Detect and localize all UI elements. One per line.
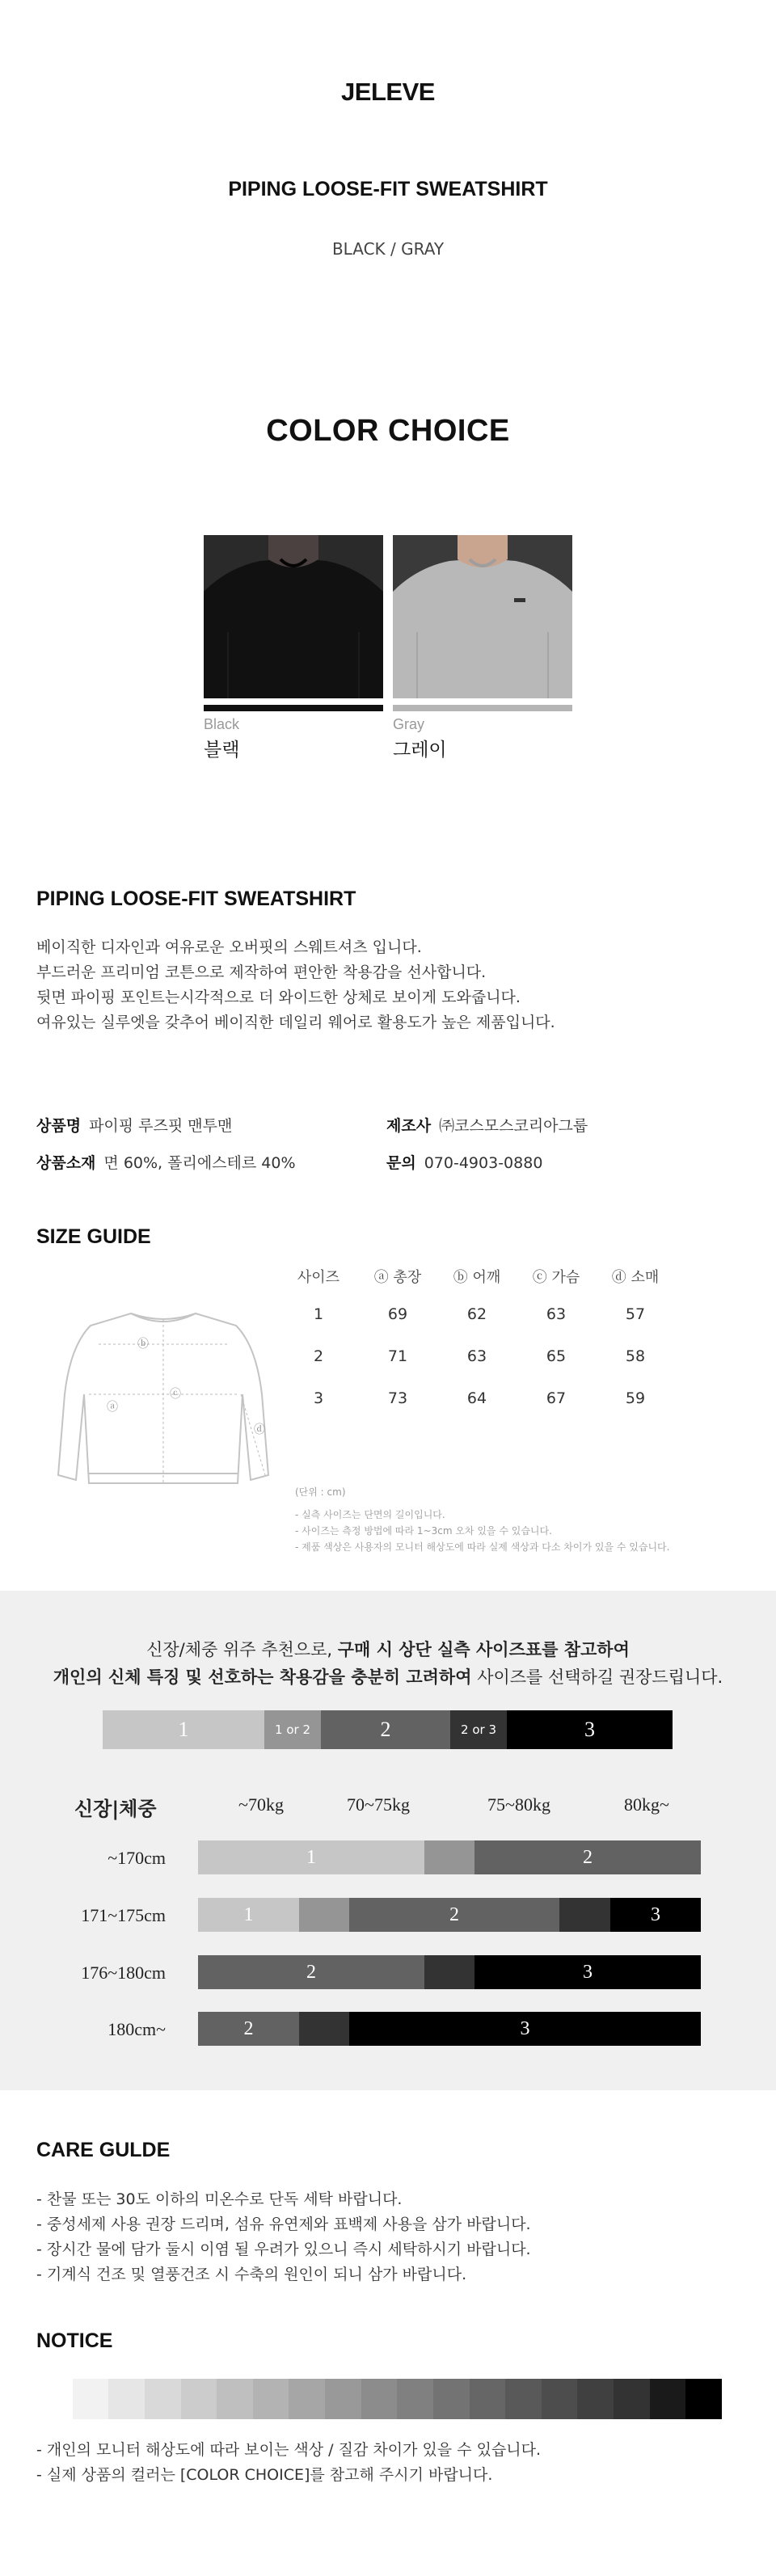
spec-label: 제조사 bbox=[386, 1117, 432, 1135]
diagram-label-d: ⓓ bbox=[254, 1423, 265, 1436]
size-recommend-section bbox=[0, 1591, 776, 2090]
recommend-cell: 3 bbox=[349, 2012, 701, 2046]
description-line: 부드러운 프리미엄 코튼으로 제작하여 편안한 착용감을 선사합니다. bbox=[36, 963, 487, 981]
weight-header: 75~80kg bbox=[487, 1794, 550, 1815]
gradient-step bbox=[325, 2379, 361, 2419]
recommend-line1-bold: 구매 시 상단 실측 사이즈표를 참고하여 bbox=[337, 1640, 630, 1659]
gray-sweatshirt-photo bbox=[393, 535, 572, 698]
size-table-row bbox=[279, 1293, 675, 1335]
care-line: - 중성세제 사용 권장 드리며, 섬유 유연제와 표백제 사용을 삼가 바랍니다. bbox=[36, 2216, 531, 2233]
size-cell: 69 bbox=[387, 1305, 408, 1323]
size-cell: 57 bbox=[625, 1305, 646, 1323]
product-title: PIPING LOOSE-FIT SWEATSHIRT bbox=[228, 178, 548, 200]
size-notes bbox=[295, 1484, 669, 1555]
recommend-cell: 2 bbox=[198, 1955, 424, 1989]
gradient-step bbox=[361, 2379, 398, 2419]
gradient-step bbox=[253, 2379, 289, 2419]
spec-value: 070-4903-0880 bbox=[424, 1154, 543, 1172]
height-label: 180cm~ bbox=[108, 2019, 166, 2039]
description-title: PIPING LOOSE-FIT SWEATSHIRT bbox=[36, 887, 356, 910]
gradient-step bbox=[73, 2379, 109, 2419]
spec-value: 면 60%, 폴리에스테르 40% bbox=[103, 1154, 296, 1172]
swatch-gray-en: Gray bbox=[393, 716, 425, 732]
height-label: 176~180cm bbox=[81, 1963, 166, 1983]
size-cell: 58 bbox=[625, 1347, 646, 1365]
size-cell: 67 bbox=[546, 1389, 567, 1407]
gradient-step bbox=[542, 2379, 578, 2419]
chart-header-label: 신장|체중 bbox=[74, 1798, 157, 1820]
recommend-cell-transition bbox=[424, 1955, 474, 1989]
size-table bbox=[279, 1259, 675, 1419]
gradient-step bbox=[470, 2379, 506, 2419]
size-note-line: - 제품 색상은 사용자의 모니터 해상도에 따라 실제 색상과 다소 차이가 있을 수 있습니다. bbox=[295, 1541, 670, 1553]
recommend-cell-transition bbox=[299, 1898, 349, 1932]
description-line: 여유있는 실루엣을 갖추어 베이직한 데일리 웨어로 활용도가 높은 제품입니다. bbox=[36, 1014, 555, 1031]
gradient-step bbox=[36, 2379, 73, 2419]
gradient-step bbox=[433, 2379, 470, 2419]
description-line: 베이직한 디자인과 여유로운 오버핏의 스웨트셔츠 입니다. bbox=[36, 938, 422, 956]
weight-header: ~70kg bbox=[238, 1794, 284, 1815]
recommend-cell: 1 bbox=[198, 1840, 424, 1874]
gradient-step bbox=[685, 2379, 722, 2419]
notice-line: - 개인의 모니터 해상도에 따라 보이는 색상 / 질감 차이가 있을 수 있습니다. bbox=[36, 2441, 542, 2459]
height-label: 171~175cm bbox=[81, 1905, 166, 1925]
spec-maker bbox=[386, 1114, 588, 1136]
gradient-step bbox=[289, 2379, 325, 2419]
legend-size-1-or-2: 1 or 2 bbox=[264, 1710, 321, 1749]
size-cell: 63 bbox=[546, 1305, 567, 1323]
spec-value: 파이핑 루즈핏 맨투맨 bbox=[89, 1117, 233, 1135]
gradient-step bbox=[108, 2379, 145, 2419]
size-note-line: - 실측 사이즈는 단면의 길이입니다. bbox=[295, 1509, 445, 1520]
recommend-cell: 2 bbox=[349, 1898, 559, 1932]
recommend-cell-transition bbox=[299, 2012, 349, 2046]
size-table-row bbox=[279, 1377, 675, 1419]
recommend-cell: 2 bbox=[198, 2012, 299, 2046]
swatch-black-ko: 블랙 bbox=[204, 740, 240, 761]
weight-header: 70~75kg bbox=[347, 1794, 410, 1815]
care-guide-title: CARE GULDE bbox=[36, 2139, 171, 2161]
product-colors: BLACK / GRAY bbox=[331, 239, 445, 259]
size-unit: (단위 : cm) bbox=[295, 1486, 346, 1498]
size-header-cell: ⓑ 어깨 bbox=[453, 1269, 501, 1286]
gray-color-bar bbox=[393, 705, 572, 711]
height-label: ~170cm bbox=[108, 1848, 166, 1868]
size-cell: 65 bbox=[546, 1347, 567, 1365]
size-cell: 3 bbox=[313, 1389, 324, 1407]
care-guide-text bbox=[36, 2187, 531, 2287]
swatch-gray-ko: 그레이 bbox=[393, 740, 447, 761]
recommend-cell: 2 bbox=[474, 1840, 701, 1874]
legend-size-3: 3 bbox=[507, 1710, 673, 1749]
swatch-black bbox=[204, 535, 383, 761]
care-line: - 기계식 건조 및 열풍건조 시 수축의 원인이 되니 삼가 바랍니다. bbox=[36, 2266, 467, 2283]
recommend-cell: 3 bbox=[474, 1955, 701, 1989]
size-cell: 63 bbox=[466, 1347, 487, 1365]
notice-text bbox=[36, 2438, 541, 2488]
legend-size-2-or-3: 2 or 3 bbox=[450, 1710, 507, 1749]
spec-material bbox=[36, 1151, 296, 1173]
gradient-step bbox=[145, 2379, 181, 2419]
description-line: 뒷면 파이핑 포인트는시각적으로 더 와이드한 상체로 보이게 도와줍니다. bbox=[36, 989, 521, 1006]
sweatshirt-diagram bbox=[50, 1297, 276, 1511]
recommend-line1-normal: 신장/체중 위주 추천으로, bbox=[146, 1640, 338, 1659]
recommend-cell-transition bbox=[424, 1840, 474, 1874]
size-guide-title: SIZE GUIDE bbox=[36, 1225, 151, 1248]
spec-label: 상품소재 bbox=[36, 1154, 96, 1172]
size-table-header bbox=[279, 1259, 675, 1293]
gradient-step bbox=[650, 2379, 686, 2419]
size-cell: 2 bbox=[313, 1347, 324, 1365]
gradient-step bbox=[217, 2379, 253, 2419]
gradient-step bbox=[397, 2379, 433, 2419]
description-text bbox=[36, 935, 555, 1035]
diagram-label-b: ⓑ bbox=[137, 1338, 149, 1351]
spec-label: 문의 bbox=[386, 1154, 416, 1172]
size-note-line: - 사이즈는 측정 방법에 따라 1~3cm 오차 있을 수 있습니다. bbox=[295, 1525, 552, 1537]
spec-contact bbox=[386, 1151, 542, 1173]
legend-size-2: 2 bbox=[321, 1710, 450, 1749]
size-cell: 71 bbox=[387, 1347, 408, 1365]
recommend-cell: 1 bbox=[198, 1898, 299, 1932]
care-line: - 장시간 물에 담가 둘시 이염 될 우려가 있으니 즉시 세탁하시기 바랍니다. bbox=[36, 2241, 531, 2258]
recommend-line2-normal: 사이즈를 선택하길 권장드립니다. bbox=[471, 1667, 723, 1687]
swatch-gray bbox=[393, 535, 572, 761]
recommend-cell: 3 bbox=[610, 1898, 701, 1932]
grayscale-gradient-bar bbox=[36, 2379, 722, 2419]
size-table-row bbox=[279, 1335, 675, 1377]
weight-header: 80kg~ bbox=[624, 1794, 669, 1815]
gradient-step bbox=[505, 2379, 542, 2419]
size-cell: 59 bbox=[625, 1389, 646, 1407]
spec-product-name bbox=[36, 1114, 232, 1136]
size-cell: 1 bbox=[313, 1305, 324, 1323]
gradient-step bbox=[181, 2379, 217, 2419]
spec-label: 상품명 bbox=[36, 1117, 82, 1135]
spec-value: ㈜코스모스코리아그룹 bbox=[439, 1117, 588, 1135]
gradient-step bbox=[614, 2379, 650, 2419]
recommend-line2-bold: 개인의 신체 특징 및 선호하는 착용감을 충분히 고려하여 bbox=[53, 1667, 472, 1687]
size-cell: 64 bbox=[466, 1389, 487, 1407]
swatch-black-en: Black bbox=[204, 716, 240, 732]
size-header-cell: 사이즈 bbox=[297, 1269, 340, 1286]
color-choice-title: COLOR CHOICE bbox=[266, 414, 510, 448]
black-color-bar bbox=[204, 705, 383, 711]
size-header-cell: ⓐ 총장 bbox=[373, 1269, 422, 1286]
black-sweatshirt-photo bbox=[204, 535, 383, 698]
legend-size-1: 1 bbox=[103, 1710, 264, 1749]
recommend-text bbox=[0, 1636, 776, 1691]
size-cell: 73 bbox=[387, 1389, 408, 1407]
size-header-cell: ⓓ 소매 bbox=[611, 1269, 660, 1286]
diagram-label-a: ⓐ bbox=[107, 1401, 118, 1414]
care-line: - 찬물 또는 30도 이하의 미온수로 단독 세탁 바랍니다. bbox=[36, 2190, 403, 2208]
notice-line: - 실제 상품의 컬러는 [COLOR CHOICE]를 참고해 주시기 바랍니다. bbox=[36, 2466, 493, 2484]
size-header-cell: ⓒ 가슴 bbox=[532, 1269, 580, 1286]
brand-logo: JELEVE bbox=[341, 78, 435, 106]
size-cell: 62 bbox=[466, 1305, 487, 1323]
diagram-label-c: ⓒ bbox=[170, 1388, 181, 1401]
notice-title: NOTICE bbox=[36, 2329, 113, 2352]
recommend-cell-transition bbox=[559, 1898, 610, 1932]
gradient-step bbox=[577, 2379, 614, 2419]
